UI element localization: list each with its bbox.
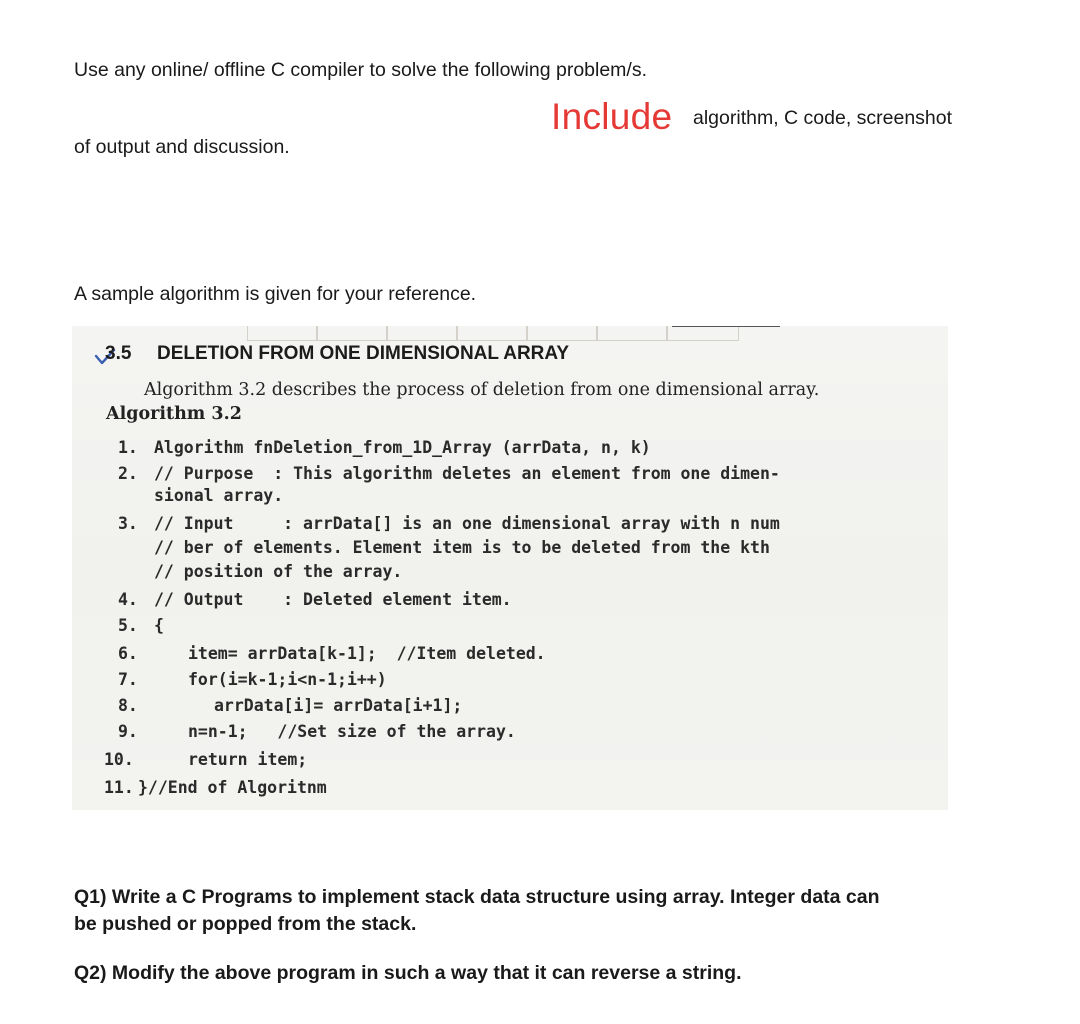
code-line-text: Algorithm fnDeletion_from_1D_Array (arrData, n, k) [154, 438, 651, 457]
instruction-line-3: of output and discussion. [74, 136, 290, 158]
code-line-text: n=n-1; //Set size of the array. [188, 722, 516, 741]
algorithm-scan-image [72, 326, 948, 810]
section-description: Algorithm 3.2 describes the process of deletion from one dimensional array. [144, 380, 820, 400]
code-line-text: for(i=k-1;i<n-1;i++) [188, 670, 387, 689]
section-number: 3.5 [105, 343, 132, 364]
code-line-text: }//End of Algoritnm [138, 778, 327, 797]
code-line-num: 7. [118, 670, 138, 689]
code-line-num: 10. [104, 750, 134, 769]
instruction-line-2: algorithm, C code, screenshot [693, 107, 953, 129]
code-line-num: 9. [118, 722, 138, 741]
code-line-text: // Purpose : This algorithm deletes an element from one dimen- [154, 464, 780, 483]
code-line-num: 2. [118, 464, 138, 483]
code-line-text: // ber of elements. Element item is to be deleted from the kth [154, 538, 770, 557]
code-line-text: // Output : Deleted element item. [154, 590, 512, 609]
code-line-num: 1. [118, 438, 138, 457]
code-line-num: 8. [118, 696, 138, 715]
scan-top-rule [672, 326, 780, 327]
code-line-text: // position of the array. [154, 562, 403, 581]
reference-note: A sample algorithm is given for your reference. [74, 283, 477, 305]
code-line-num: 4. [118, 590, 138, 609]
bleed-through-boxes [247, 326, 739, 341]
code-line-text: { [154, 616, 164, 635]
code-line-text: // Input : arrData[] is an one dimensional array with n num [154, 514, 780, 533]
section-title: DELETION FROM ONE DIMENSIONAL ARRAY [157, 343, 570, 364]
instruction-line-1: Use any online/ offline C compiler to solve the following problem/s. [74, 59, 648, 81]
code-line-text: sional array. [154, 486, 284, 505]
code-line-num: 6. [118, 644, 138, 663]
question-1-line-1: Q1) Write a C Programs to implement stack data structure using array. Integer data can [74, 886, 880, 908]
code-line-num: 5. [118, 616, 138, 635]
code-line-num: 3. [118, 514, 138, 533]
code-line-text: arrData[i]= arrData[i+1]; [214, 696, 463, 715]
code-line-text: item= arrData[k-1]; //Item deleted. [188, 644, 546, 663]
code-line-num: 11. [104, 778, 134, 797]
algorithm-label: Algorithm 3.2 [106, 404, 242, 424]
code-line-text: return item; [188, 750, 308, 769]
question-1-line-2: be pushed or popped from the stack. [74, 913, 417, 935]
question-2: Q2) Modify the above program in such a way that it can reverse a string. [74, 962, 742, 984]
include-emphasis: Include [551, 96, 673, 137]
